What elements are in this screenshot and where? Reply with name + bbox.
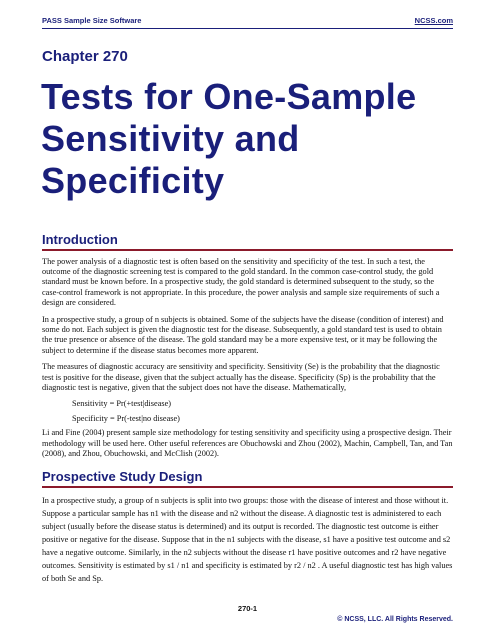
paragraph: The power analysis of a diagnostic test is often based on the sensitivity and specificity of the test. In such a test, the outcome of the diagnostic screening test is compared to the gold standard. In the common case-control study, the gold standard must be known before. In a prospective study, the gold standard is determined subsequent to the study, so the case-control framework is not appropriate. In this procedure, the power analysis and sample size requirements of such a design are considered. [42, 256, 440, 308]
section-heading: Prospective Study Design [42, 469, 203, 484]
paragraph: The measures of diagnostic accuracy are sensitivity and specificity. Sensitivity (Se) is the probability that the diagnostic test is positive for the disease, given that the subject actually has the disease. Specificity (Sp) is the probability that the diagnostic test is negative, given that the subject does not have the disease. Mathematically, [42, 362, 440, 392]
header-software-name: PASS Sample Size Software [42, 16, 142, 25]
section-heading: Introduction [42, 232, 118, 247]
formula-specificity: Specificity = Pr(-test|no disease) [72, 413, 180, 423]
section-rule [42, 249, 453, 251]
section-introduction [42, 232, 453, 465]
paragraph: In a prospective study, a group of n subjects is split into two groups: those with the disease of interest and those without it. Suppose a particular sample has n1 with the disease and n2 without the disease. A diagnostic test is administered to each subject (usually before the disease status is determined) and its output is recorded. The diagnostic test outcome is either positive or negative for the disease. Suppose that in the n1 subjects with the disease, s1 have a positive test outcome and s2 have a negative outcome. Similarly, in the n2 subjects without the disease r1 have positive outcomes and r2 have negative outcomes. Sensitivity is estimated by s1 / n1 and specificity is estimated by r2 / n2 . A useful diagnostic test has high values of both Se and Sp. [42, 495, 453, 583]
header-rule [42, 28, 453, 29]
page-number: 270-1 [237, 604, 258, 613]
header-site-link[interactable]: NCSS.com [414, 16, 453, 25]
section-prospective-study-design [42, 469, 453, 591]
section-rule [42, 486, 453, 488]
page-title: Tests for One-Sample Sensitivity and Specificity [41, 76, 417, 201]
paragraph: In a prospective study, a group of n subjects is obtained. Some of the subjects have the disease (condition of interest) and some do not. Each subject is given the diagnostic test for the disease. Subsequently, a gold standard test is used to obtain the true presence or absence of the disease. The gold standard may be a more expensive test, or it may be following the subject to determine if the disease status becomes more apparent. [42, 314, 444, 355]
paragraph: Li and Fine (2004) present sample size methodology for testing sensitivity and specificity using a prospective design. Their methodology will be used here. Other useful references are Obuchowski and Zhou (2002), Machin, Campbell, Tan, and Tan (2008), and Zhou, Obuchowski, and McClish (2002). [42, 428, 453, 458]
formula-sensitivity: Sensitivity = Pr(+test|disease) [72, 399, 172, 409]
copyright-notice: © NCSS, LLC. All Rights Reserved. [337, 616, 453, 623]
chapter-label: Chapter 270 [42, 48, 128, 65]
